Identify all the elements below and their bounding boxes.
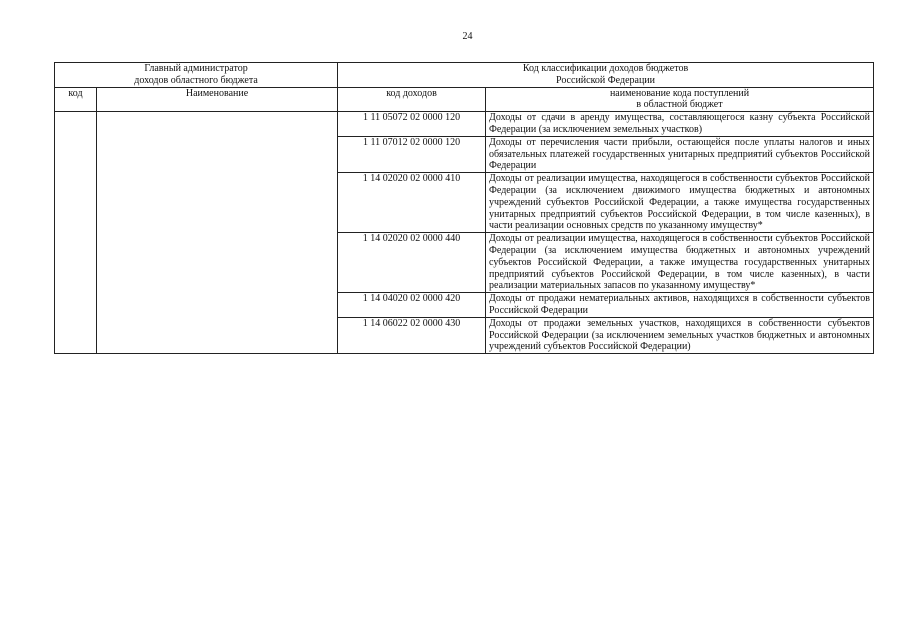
page-number: 24 (462, 31, 473, 42)
receipt-name-cell: Доходы от продажи земельных участков, находящихся в собственности субъектов Российской Федерации (за исключением земельных участков бюджетных и автономных учреждений субъектов Российской Федерации) (486, 317, 874, 353)
admin-group-header-line2: доходов областного бюджета (134, 74, 258, 86)
receipt-name-cell: Доходы от сдачи в аренду имущества, составляющегося казну субъекта Российской Федерации (за исключением земельных участков) (486, 112, 874, 137)
admin-name-cell (97, 112, 338, 354)
table-column-header-row (55, 87, 874, 112)
income-code-cell: 1 14 02020 02 0000 410 (338, 173, 486, 233)
table-row (55, 112, 874, 137)
classification-group-header-line2: Российской Федерации (556, 74, 656, 86)
income-classification-table (54, 62, 874, 354)
income-code-cell: 1 14 06022 02 0000 430 (338, 317, 486, 353)
receipt-name-cell: Доходы от перечисления части прибыли, остающейся после уплаты налогов и иных обязательных платежей государственных унитарных предприятий субъектов Российской Федерации (486, 136, 874, 172)
column-header-name: Наименование (97, 87, 338, 112)
column-header-receipt-name (486, 87, 874, 112)
receipt-name-cell: Доходы от реализации имущества, находящегося в собственности субъектов Российской Федерации (за исключением имущества бюджетных и автономных учреждений субъектов Российской Федерации, а также имущества государственных унитарных предприятий субъектов Российской Федерации, в том числе казенных), в части реализации материальных запасов по указанному имуществу* (486, 233, 874, 293)
admin-group-header (55, 63, 338, 88)
income-code-cell: 1 11 05072 02 0000 120 (338, 112, 486, 137)
table-group-header-row (55, 63, 874, 88)
receipt-name-cell: Доходы от продажи нематериальных активов, находящихся в собственности субъектов Российской Федерации (486, 293, 874, 318)
income-code-cell: 1 14 02020 02 0000 440 (338, 233, 486, 293)
admin-group-header-line1: Главный администратор (144, 63, 248, 74)
classification-group-header-line1: Код классификации доходов бюджетов (522, 63, 689, 74)
column-header-code: код (55, 87, 97, 112)
income-code-cell: 1 11 07012 02 0000 120 (338, 136, 486, 172)
admin-code-cell (55, 112, 97, 354)
receipt-name-cell: Доходы от реализации имущества, находящегося в собственности субъектов Российской Федерации (за исключением движимого имущества бюджетных и автономных учреждений субъектов Российской Федерации, а также имущества государственных унитарных предприятий субъектов Российской Федерации, в том числе казенных), в части реализации основных средств по указанному имуществу* (486, 173, 874, 233)
column-header-receipt-name-line2: в областной бюджет (636, 99, 723, 111)
column-header-receipt-name-line1: наименование кода поступлений (609, 87, 750, 99)
column-header-income-code: код доходов (338, 87, 486, 112)
income-code-cell: 1 14 04020 02 0000 420 (338, 293, 486, 318)
classification-group-header (338, 63, 874, 88)
